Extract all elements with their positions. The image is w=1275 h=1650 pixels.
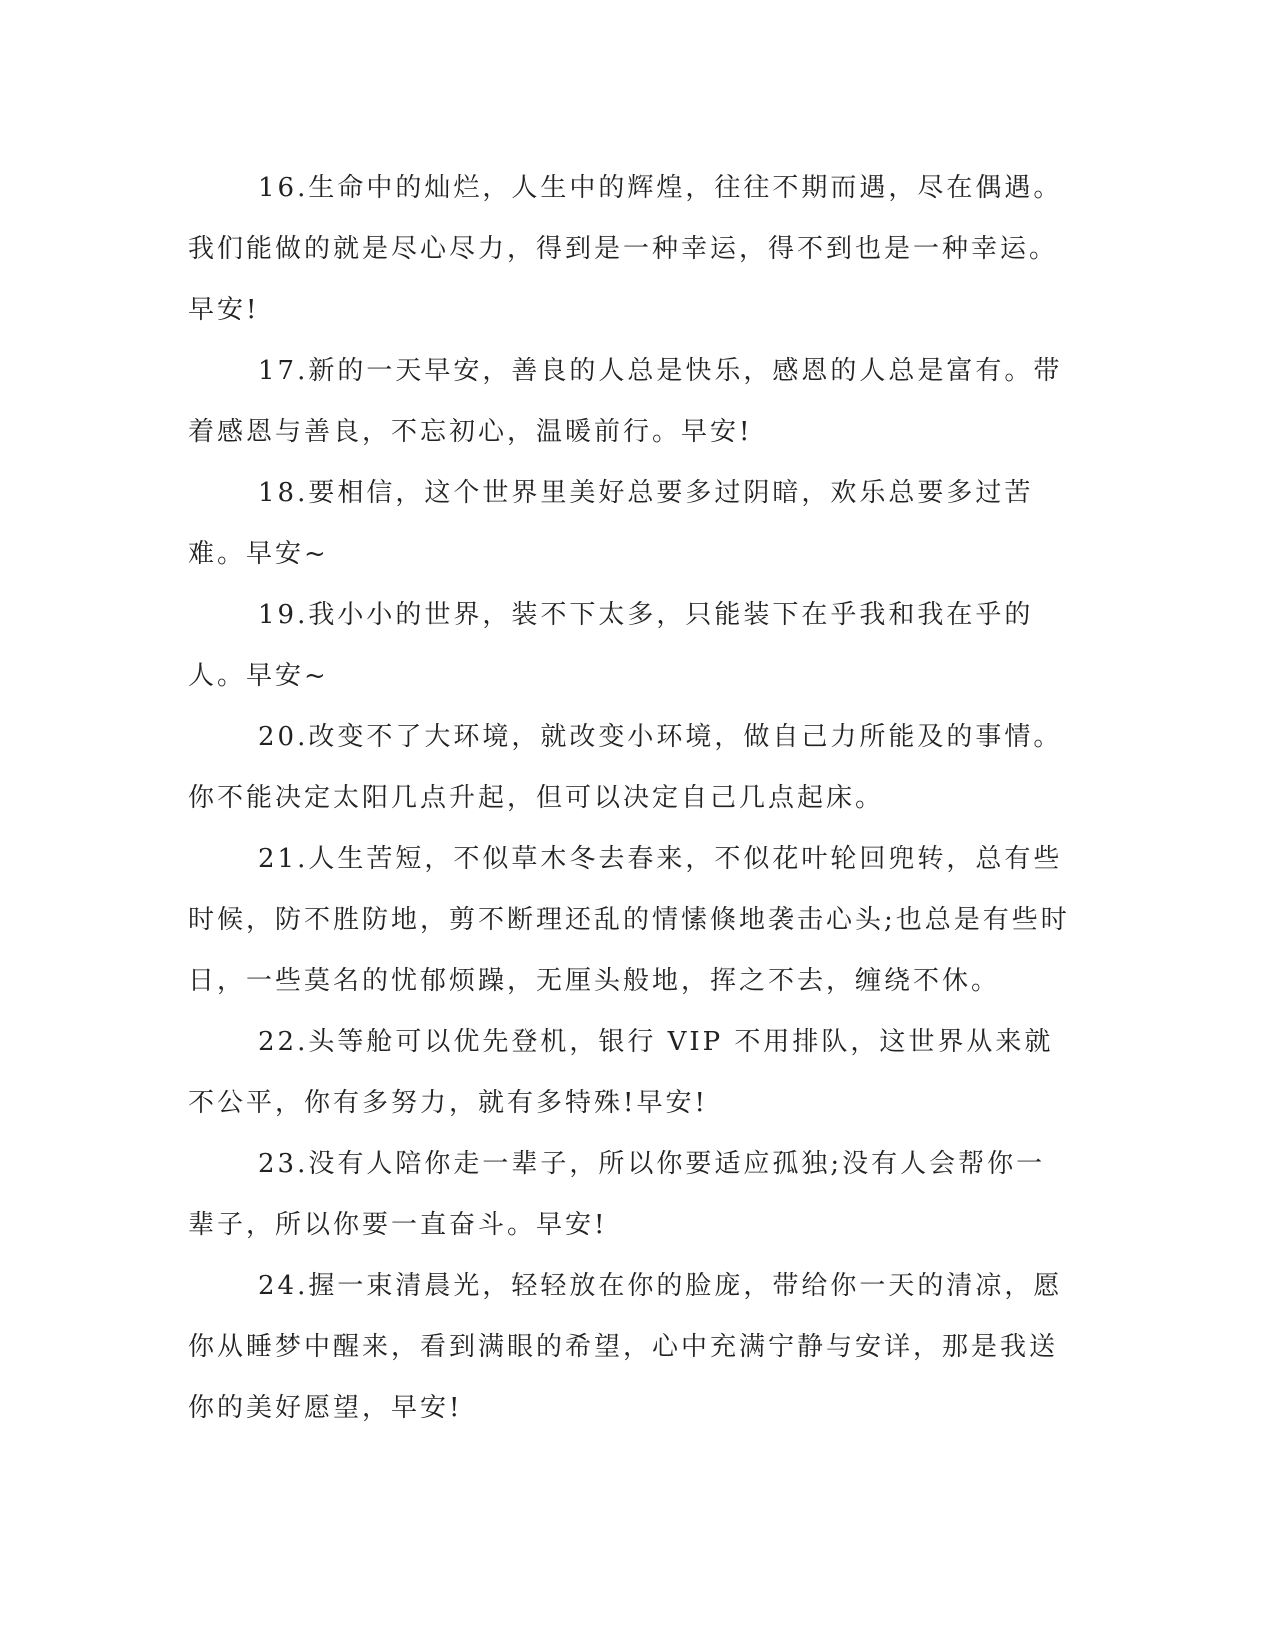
paragraph-22: 22.头等舱可以优先登机，银行 VIP 不用排队，这世界从来就不公平，你有多努力，就有多特殊!早安! xyxy=(188,1027,1054,1118)
paragraph-18: 18.要相信，这个世界里美好总要多过阴暗，欢乐总要多过苦难。早安~ xyxy=(188,478,1034,569)
paragraph-19: 19.我小小的世界，装不下太多，只能装下在乎我和我在乎的人。早安~ xyxy=(188,600,1034,691)
document-body xyxy=(188,158,1074,1439)
paragraph-24: 24.握一束清晨光，轻轻放在你的脸庞，带给你一天的清凉，愿你从睡梦中醒来，看到满眼的希望，心中充满宁静与安详，那是我送你的美好愿望，早安! xyxy=(188,1271,1063,1423)
paragraph-21: 21.人生苦短，不似草木冬去春来，不似花叶轮回兜转，总有些时候，防不胜防地，剪不断理还乱的情愫倏地袭击心头;也总是有些时日，一些莫名的忧郁烦躁，无厘头般地，挥之不去，缠绕不休。 xyxy=(188,844,1070,996)
paragraph-16: 16.生命中的灿烂，人生中的辉煌，往往不期而遇，尽在偶遇。我们能做的就是尽心尽力，得到是一种幸运，得不到也是一种幸运。早安! xyxy=(188,173,1063,325)
paragraph-23: 23.没有人陪你走一辈子，所以你要适应孤独;没有人会帮你一辈子，所以你要一直奋斗。早安! xyxy=(188,1149,1046,1240)
paragraph-17: 17.新的一天早安，善良的人总是快乐，感恩的人总是富有。带着感恩与善良，不忘初心，温暖前行。早安! xyxy=(188,356,1063,447)
paragraph-20: 20.改变不了大环境，就改变小环境，做自己力所能及的事情。你不能决定太阳几点升起，但可以决定自己几点起床。 xyxy=(188,722,1063,813)
